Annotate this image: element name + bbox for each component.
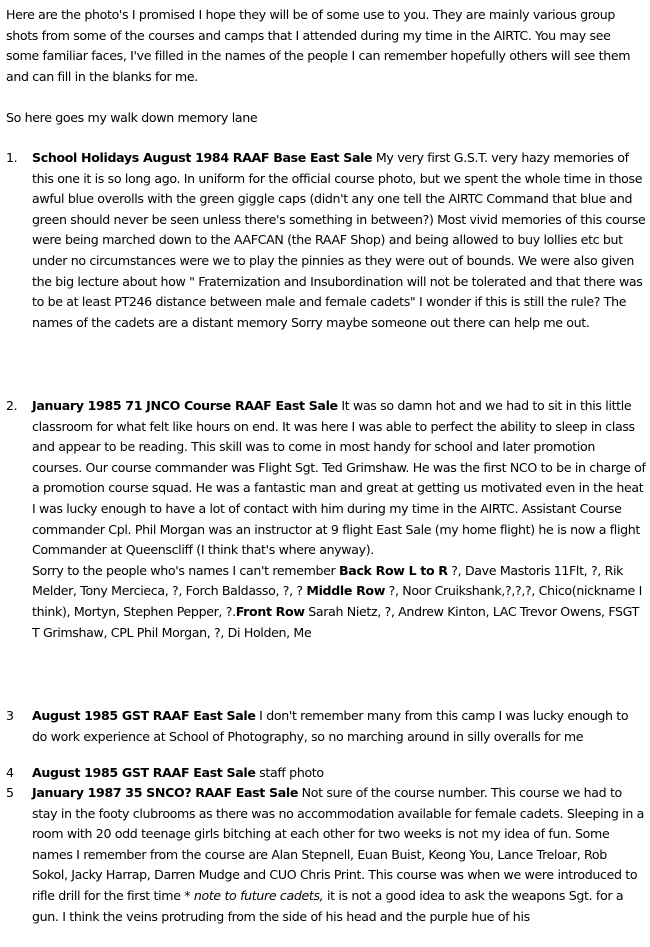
item-text: It was so damn hot and we had to sit in this little classroom for what felt like hours on end. It was here I was able to perfect the ability to sleep in class and appear to be reading. This skill was to come in most handy for school and later promotion courses. Our course commander was Flight Sgt. Ted Grimshaw. He was the first NCO to be in charge of a promotion course squad. He was a fantastic man and great at getting us motivated even in the heat I was lucky enough to have a lot of contact with him during my time in the AIRTC. Assistant Course commander Cpl. Phil Morgan was an instructor at 9 flight East Sale (my home flight) he is now a flight Commander at Queenscliff (I think that's where anyway).: [32, 398, 646, 558]
front-row-names: Sarah Nietz, ?, Andrew Kinton, LAC Trevor Owens, FSGT T Grimshaw, CPL Phil Morgan, ?, Di Holden, Me: [32, 603, 639, 640]
item-body: [32, 706, 646, 747]
middle-row-names: ?, Noor Cruikshank,?,?,?, Chico(nickname I think), Mortyn, Stephen Pepper, ?.: [32, 583, 642, 619]
middle-row-label: Middle Row: [306, 583, 386, 599]
item-title: January 1985 71 JNCO Course RAAF East Sale: [32, 398, 338, 413]
item-text: I don't remember many from this camp I was lucky enough to do work experience at School of Photography, so no marching around in silly overalls for me: [32, 708, 629, 744]
item-note: note to future cadets,: [193, 887, 324, 903]
lead-line: So here goes my walk down memory lane: [6, 110, 258, 125]
item-title: School Holidays August 1984 RAAF Base East Sale: [32, 150, 373, 165]
names-intro: Sorry to the people who's names I can't remember: [32, 562, 340, 578]
intro-paragraph: Here are the photo's I promised I hope they will be of some use to you. They are mainly various group shots from some of the courses and camps that I attended during my time in the AIRTC. You may see some familiar faces, I've filled in the names of the people I can remember hopefully others will see them and can fill in the blanks for me.: [6, 7, 631, 84]
back-row-names: ?, Dave Mastoris 11Flt, ?, Rik Melder, Tony Mercieca, ?, Forch Baldasso, ?, ?: [32, 562, 624, 599]
item-number: 5: [6, 785, 14, 800]
item-title: August 1985 GST RAAF East Sale: [32, 708, 256, 723]
item-number: 4: [6, 765, 14, 780]
item-number: 1.: [6, 150, 18, 165]
item-number: 3: [6, 708, 14, 723]
item-body: [32, 396, 646, 643]
item-title: January 1987 35 SNCO? RAAF East Sale: [32, 785, 299, 800]
front-row-label: Front Row: [235, 603, 305, 619]
item-text: staff photo: [255, 765, 324, 780]
item-title: August 1985 GST RAAF East Sale: [32, 765, 256, 780]
item-text: My very first G.S.T. very hazy memories of this one it is so long ago. In uniform for the official course photo, but we spent the whole time in those awful blue overolls with the green giggle caps (didn't any one tell the AIRTC Command that blue and green should never be seen unless there's something in between?) Most vivid memories of this course were being marched down to the AAFCAN (the RAAF Shop) and being allowed to buy lollies etc but under no circumstances were we to play the pinnies as they were out of bounds. We were also given the big lecture about how " Fraternization and Insubordination will not be tolerated and that there was to be at least PT246 distance between male and female cadets" I wonder if this is still the rule? The names of the cadets are a distant memory Sorry maybe someone out there can help me out.: [32, 150, 646, 330]
item-body: [32, 148, 646, 333]
back-row-label: Back Row L to R: [339, 562, 448, 578]
item-text-after: it is not a good idea to ask the weapons Sgt. for a gun. I think the veins protruding from the side of his head and the purple hue of his: [32, 887, 624, 924]
item-body: [32, 763, 646, 784]
item-number: 2.: [6, 398, 18, 413]
item-text: Not sure of the course number. This course we had to stay in the footy clubrooms as there was no accommodation available for female cadets. Sleeping in a room with 20 odd teenage girls bitching at each other for two weeks is not my idea of fun. Some names I remember from the course are Alan Stepnell, Euan Buist, Keong You, Lance Treloar, Rob Sokol, Jacky Harrap, Darren Mudge and CUO Chris Print. This course was when we were introduced to rifle drill for the first time *: [32, 785, 644, 903]
item-body: [32, 783, 646, 927]
